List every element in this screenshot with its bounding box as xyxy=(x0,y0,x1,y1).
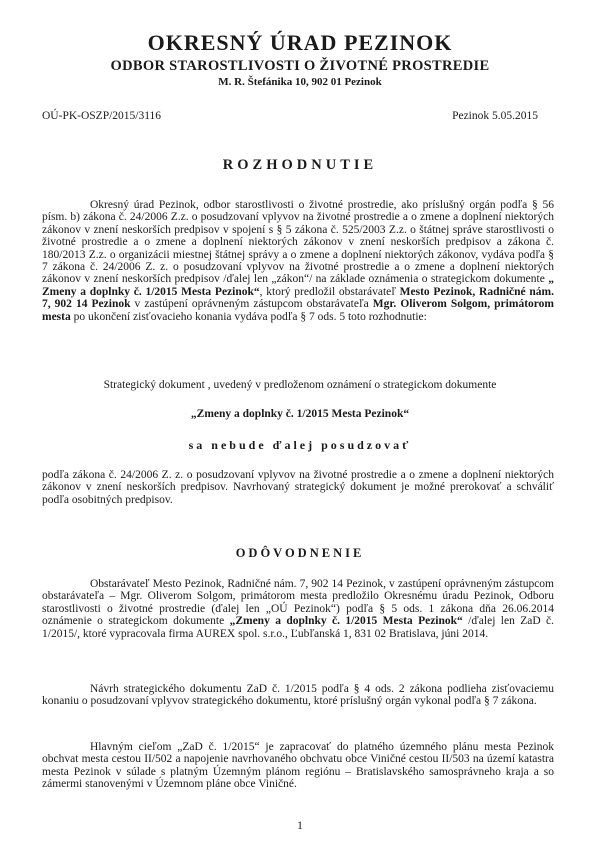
decision-verdict: sa nebude ďalej posudzovať xyxy=(188,438,412,452)
office-address: M. R. Štefánika 10, 902 01 Pezinok xyxy=(218,76,382,88)
decision-document-name: „Zmeny a doplnky č. 1/2015 Mesta Pezinok“ xyxy=(190,408,410,420)
reasoning-paragraph-3: Hlavným cieľom „ZaD č. 1/2015“ je zapracovať do platného územného plánu mesta Pezinok obchvat mesta cestou II/502 a napojenie navrhovaného obchvatu obce Viničné cestou II/503 na území katastra mesta Pezinok v súlade s platným Územným plánom regiónu – Bratislavského samosprávneho kraja a so zámermi stanovenými v Územnom pláne obce Viničné. xyxy=(42,741,554,791)
reasoning-p1-document-name: „Zmeny a doplnky č. 1/2015 Mesta Pezinok“ xyxy=(229,615,463,628)
intro-text-4: po ukončení zisťovacieho konania vydáva podľa § 7 ods. 5 toto rozhodnutie: xyxy=(70,310,427,323)
place-date: Pezinok 5.05.2015 xyxy=(452,110,538,122)
intro-applicant: Mesto Pezinok, Radničné nám. 7, 902 14 Pezinok xyxy=(42,285,555,311)
intro-representative: Mgr. Oliverom Solgom, primátorom mesta xyxy=(42,298,554,323)
intro-text-2: , ktorý predložil obstarávateľ xyxy=(259,285,400,298)
intro-paragraph xyxy=(42,199,554,323)
document-title: ROZHODNUTIE xyxy=(222,157,378,173)
reference-number: OÚ-PK-OSZP/2015/3116 xyxy=(42,110,162,122)
decision-after-text: podľa zákona č. 24/2006 Z. z. o posudzovaní vplyvov na životné prostredie a o zmene a doplnení niektorých zákonov v znení neskorších predpisov. Navrhovaný strategický dokument je možné prerokovať a schváliť podľa osobitných predpisov. xyxy=(42,469,554,506)
reasoning-paragraph-1 xyxy=(42,578,554,640)
decision-lead: Strategický dokument , uvedený v predloženom oznámení o strategickom dokumente xyxy=(103,379,497,391)
department-name: ODBOR STAROSTLIVOSTI O ŽIVOTNÉ PROSTREDIE xyxy=(110,58,490,74)
page-number: 1 xyxy=(297,818,303,832)
intro-text-1: Okresný úrad Pezinok, odbor starostlivosti o životné prostredie, ako príslušný orgán podľa § 56 písm. b) zákona č. 24/2006 Z.z. o posudzovaní vplyvov na životné prostredie a o zmene a doplnení niektorých zákonov v znení neskorších predpisov v spojení s § 5 zákona č. 525/2003 Z.z. o štátnej správe starostlivosti o životné prostredie a o zmene a doplnení niektorých zákonov v znení neskorších predpisov a zákona č. 180/2013 Z.z. o organizácii miestnej štátnej správy a o zmene a doplnení niektorých zákonov, vydáva podľa § 7 zákona č. 24/2006 Z. z. o posudzovaní vplyvov na životné prostredie a o zmene a doplnení niektorých zákonov v znení neskorších predpisov /ďalej len „zákon“/ na základe oznámenia o strategickom dokumente xyxy=(42,199,554,286)
reasoning-p1-text-1: Obstarávateľ Mesto Pezinok, Radničné nám. 7, 902 14 Pezinok, v zastúpení oprávneným zástupcom obstarávateľa – Mgr. Oliverom Solgom, primátorom mesta predložilo Okresnému úradu Pezinok, Odboru starostlivosti o životné prostredie (ďalej len „OÚ Pezinok“) podľa § 5 ods. 1 zákona dňa 26.06.2014 oznámenie o strategickom dokumente xyxy=(42,578,554,628)
intro-text-3: v zastúpení oprávneným zástupcom obstarávateľa xyxy=(130,298,373,311)
reasoning-p1-text-2: /ďalej len ZaD č. 1/2015/, ktoré vypracovala firma AUREX spol. s.r.o., Ľubľanská 1, 831 02 Bratislava, júni 2014. xyxy=(42,615,555,640)
intro-document-name: „ Zmeny a doplnky č. 1/2015 Mesta Pezinok“ xyxy=(42,273,554,298)
reasoning-title: ODÔVODNENIE xyxy=(235,546,365,560)
reasoning-paragraph-2: Návrh strategického dokumentu ZaD č. 1/2015 podľa § 4 ods. 2 zákona podlieha zisťovaciemu konaniu o posudzovaní vplyvov strategického dokumentu, ktoré príslušný orgán vykonal podľa § 7 zákona. xyxy=(42,683,554,708)
office-name: OKRESNÝ ÚRAD PEZINOK xyxy=(147,30,453,55)
